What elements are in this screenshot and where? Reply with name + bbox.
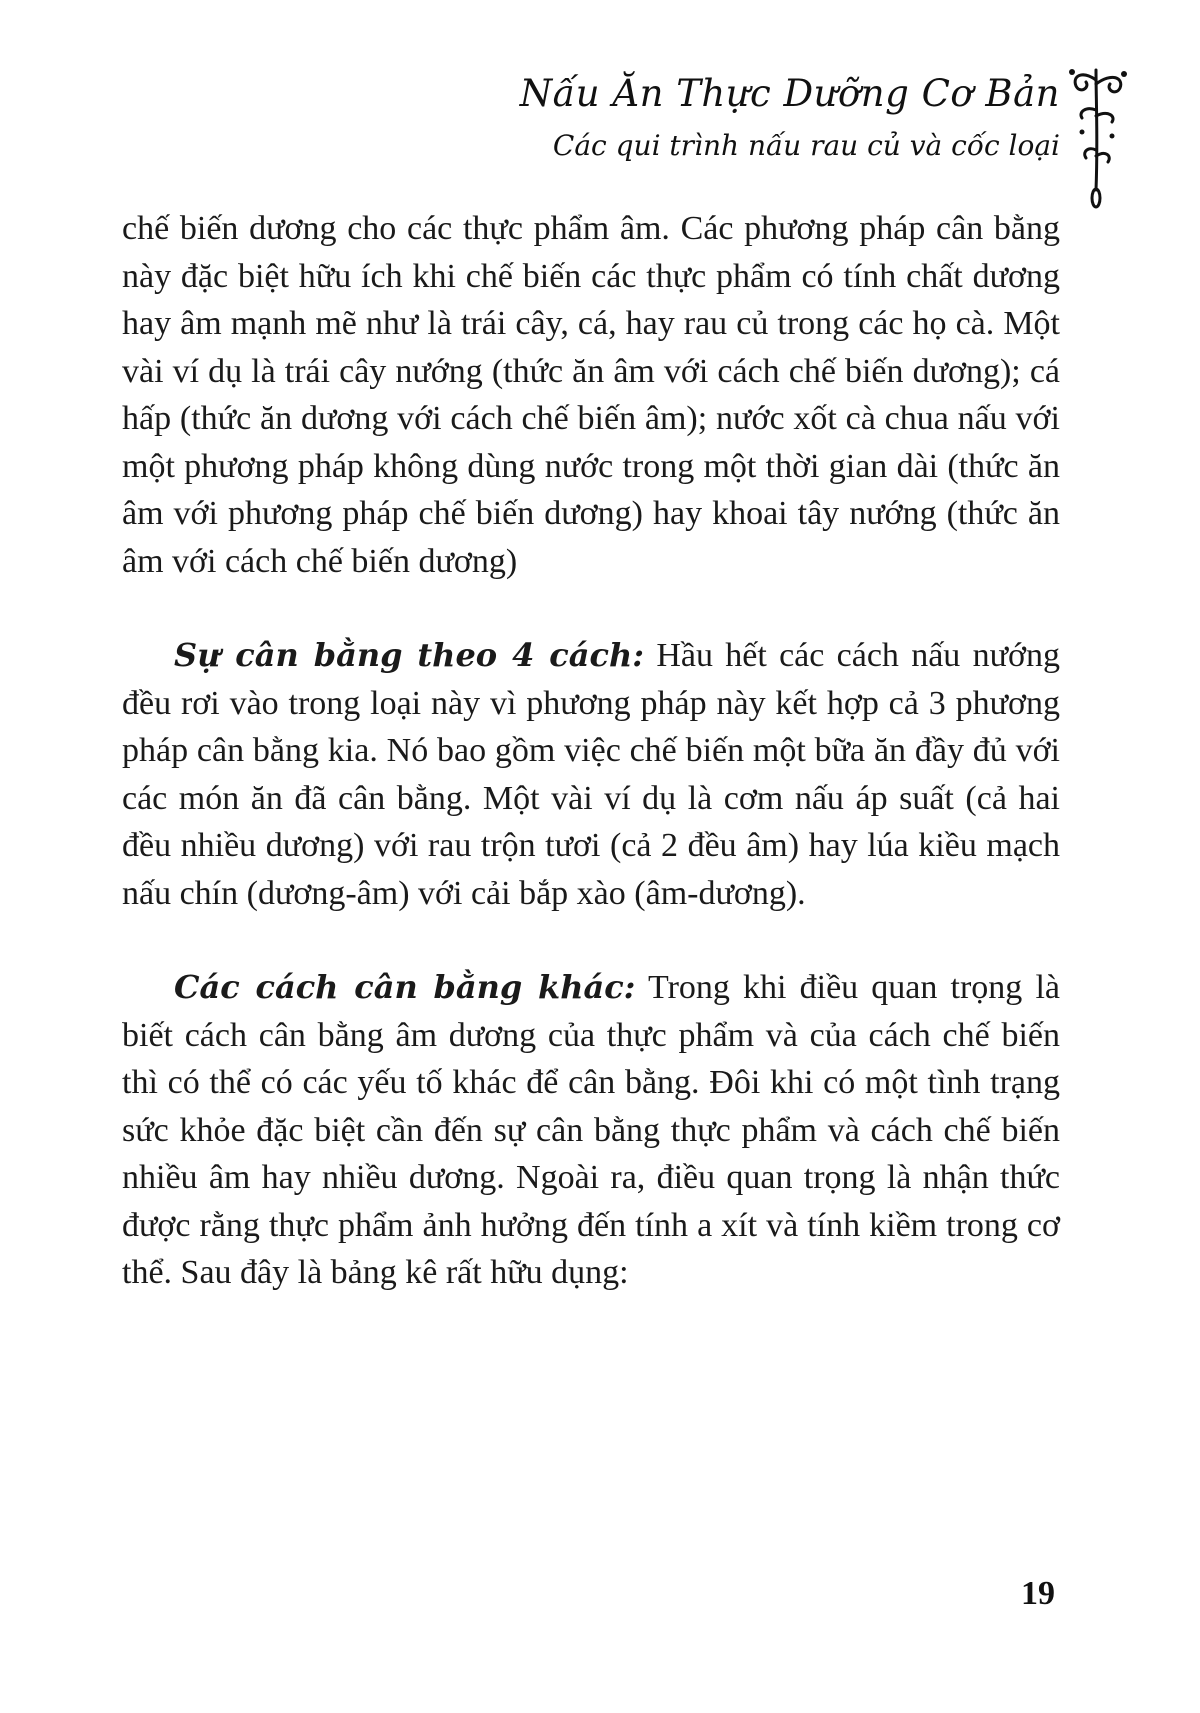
header-subtitle: Các qui trình nấu rau củ và cốc loại (552, 129, 1060, 162)
page-number: 19 (1021, 1575, 1055, 1612)
running-header (520, 72, 1060, 162)
paragraph-2-text: Hầu hết các cách nấu nướng đều rơi vào trong loại này vì phương pháp này kết hợp cả 3 phương pháp cân bằng kia. Nó bao gồm việc chế biến một bữa ăn đầy đủ với các món ăn đã cân bằng. Một vài ví dụ là cơm nấu áp suất (cả hai đều nhiều dương) với rau trộn tươi (cả 2 đều âm) hay lúa kiều mạch nấu chín (dương-âm) với cải bắp xào (âm-dương). (122, 637, 1060, 912)
paragraph-2 (122, 632, 1060, 917)
paragraph-3-text: Trong khi điều quan trọng là biết cách cân bằng âm dương của thực phẩm và của cách chế biến thì có thể có các yếu tố khác để cân bằng. Đôi khi có một tình trạng sức khỏe đặc biệt cần đến sự cân bằng thực phẩm và cách chế biến nhiều âm hay nhiều dương. Ngoài ra, điều quan trọng là nhận thức được rằng thực phẩm ảnh hưởng đến tính a xít và tính kiềm trong cơ thể. Sau đây là bảng kê rất hữu dụng: (122, 969, 1060, 1291)
paragraph-1: chế biến dương cho các thực phẩm âm. Các phương pháp cân bằng này đặc biệt hữu ích khi chế biến các thực phẩm có tính chất dương hay âm mạnh mẽ như là trái cây, cá, hay rau củ trong các họ cà. Một vài ví dụ là trái cây nướng (thức ăn âm với cách chế biến dương); cá hấp (thức ăn dương với cách chế biến âm); nước xốt cà chua nấu với một phương pháp không dùng nước trong một thời gian dài (thức ăn âm với phương pháp chế biến dương) hay khoai tây nướng (thức ăn âm với cách chế biến dương) (122, 210, 1060, 580)
paragraph-2-heading: Sự cân bằng theo 4 cách: (174, 636, 645, 674)
paragraph-3 (122, 964, 1060, 1297)
paragraph-3-heading: Các cách cân bằng khác: (174, 968, 636, 1006)
header-title: Nấu Ăn Thực Dưỡng Cơ Bản (519, 72, 1060, 115)
body-text (122, 205, 1060, 1297)
floral-ornament-icon (1052, 60, 1140, 210)
